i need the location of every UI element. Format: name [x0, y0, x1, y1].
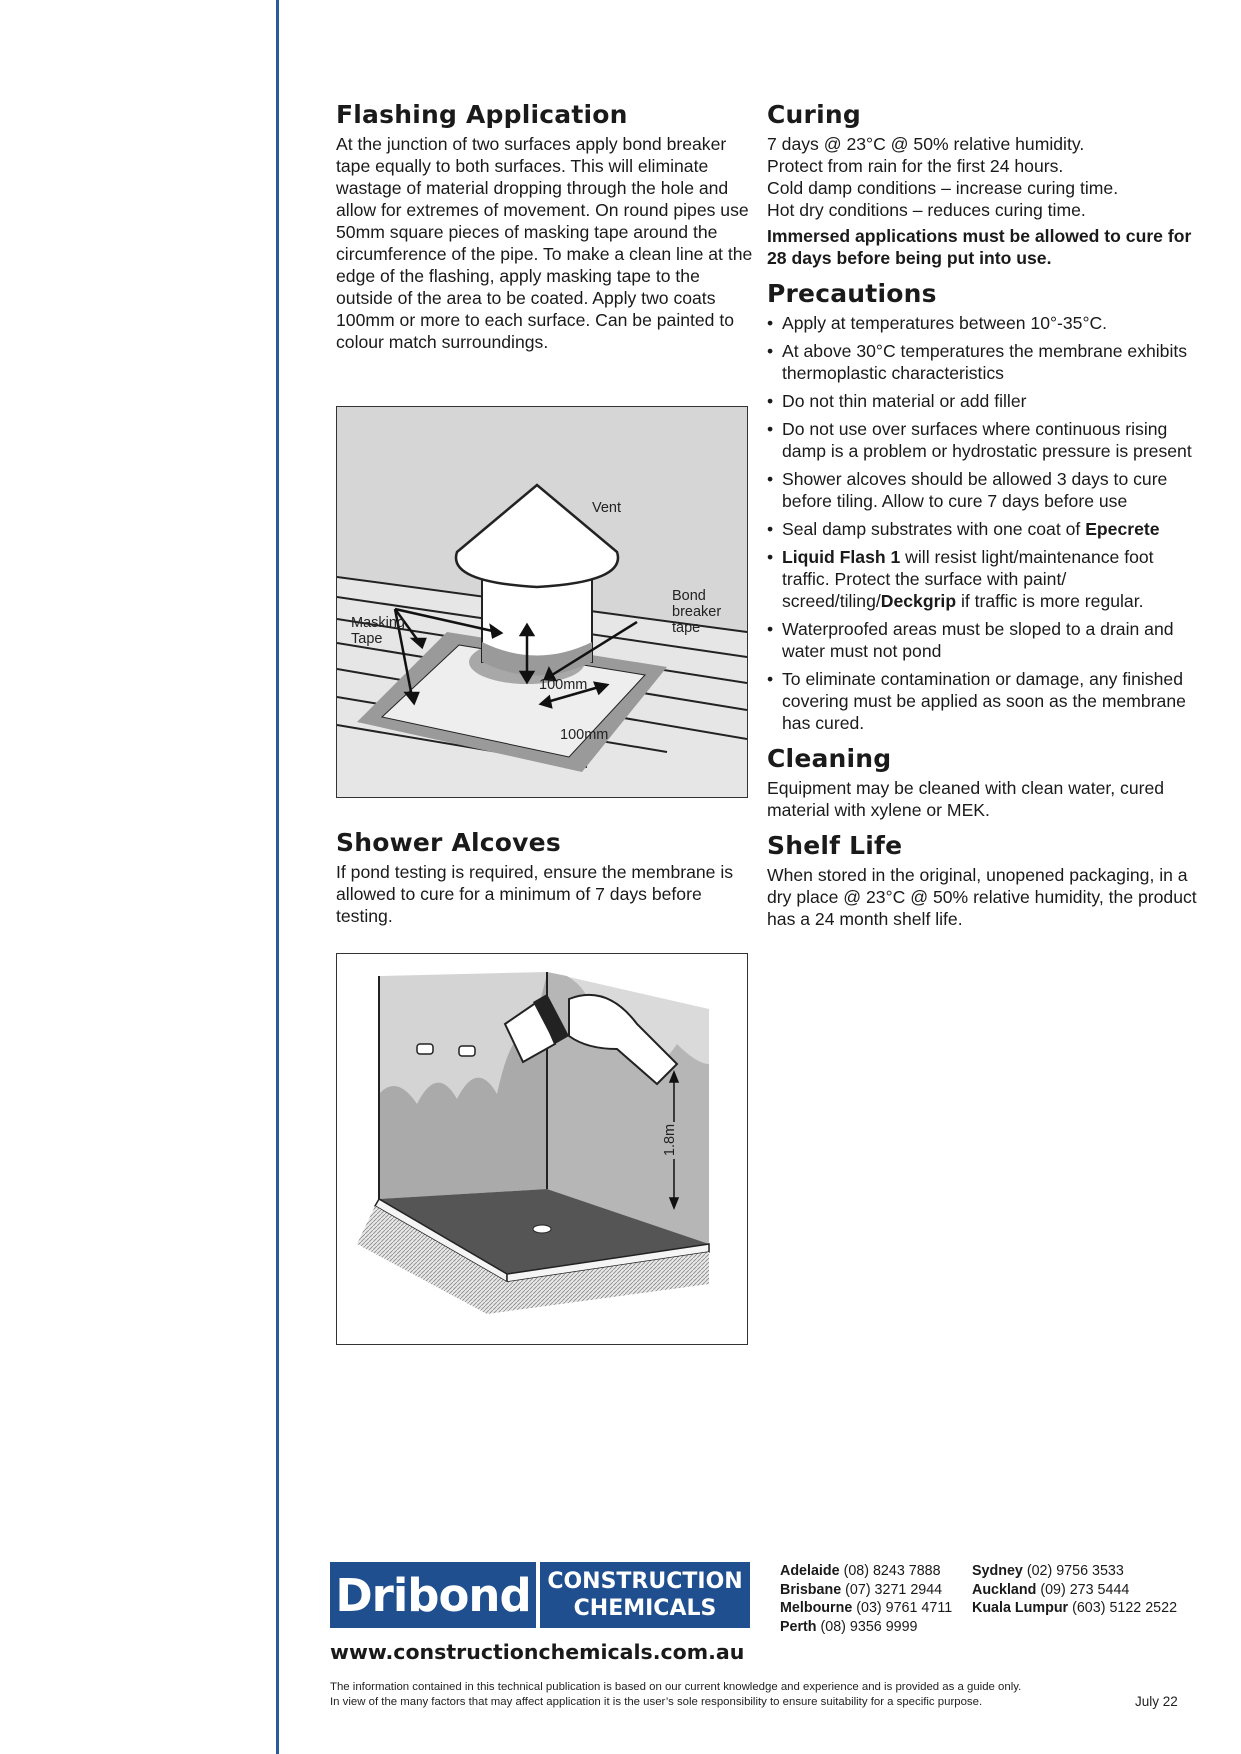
logo-subtitle — [540, 1562, 750, 1628]
office-city: Melbourne — [780, 1600, 853, 1616]
product-name: Epecrete — [1085, 519, 1160, 539]
offices-column-2 — [972, 1562, 1177, 1618]
dim-label-2: 100mm — [560, 727, 609, 743]
flashing-diagram — [336, 406, 748, 798]
logo-subtitle-line-1: CONSTRUCTION — [547, 1569, 743, 1594]
height-label: 1.8m — [662, 1123, 678, 1157]
flashing-title: Flashing Application — [336, 100, 628, 129]
disclaimer-line-1: The information contained in this technical publication is based on our current knowledge and experience and is provided as a guide only. — [330, 1681, 1022, 1693]
disclaimer-line-2: In view of the many factors that may affect application it is the user’s sole responsibility to ensure suitability for a specific purpose. — [330, 1696, 983, 1708]
disclaimer — [330, 1680, 1130, 1710]
cleaning-section — [767, 744, 1197, 821]
logo-subtitle-line-2: CHEMICALS — [573, 1596, 717, 1621]
masking-label-1: Masking — [351, 615, 405, 631]
flashing-body: At the junction of two surfaces apply bond breaker tape equally to both surfaces. This will eliminate wastage of material dropping through the hole and allow for extremes of movement. On round pipes use 50mm square pieces of masking tape around the circumference of the pipe. To make a clean line at the edge of the flashing, apply masking tape to the outside of the area to be coated. Apply two coats 100mm or more to each surface. Can be painted to colour match surroundings. — [336, 134, 753, 352]
right-column — [767, 100, 1197, 940]
office-entry — [780, 1562, 952, 1581]
shower-section — [336, 828, 756, 927]
publication-date: July 22 — [1135, 1694, 1178, 1709]
list-item: • Apply at temperatures between 10°-35°C. — [767, 312, 1197, 334]
curing-line-2: Protect from rain for the first 24 hours. — [767, 156, 1064, 176]
precautions-title: Precautions — [767, 279, 937, 308]
list-item-text: Seal damp substrates with one coat of — [782, 519, 1086, 539]
list-item-text: if traffic is more regular. — [956, 591, 1144, 611]
curing-line-3: Cold damp conditions – increase curing time. — [767, 178, 1119, 198]
office-phone: (02) 9756 3533 — [1022, 1563, 1124, 1579]
list-item — [767, 546, 1197, 612]
cleaning-body: Equipment may be cleaned with clean water, cured material with xylene or MEK. — [767, 778, 1165, 820]
shower-title: Shower Alcoves — [336, 828, 561, 857]
precautions-list — [767, 312, 1197, 734]
product-name: Deckgrip — [880, 591, 957, 611]
curing-section — [767, 100, 1197, 269]
office-entry — [972, 1581, 1177, 1600]
office-entry — [780, 1618, 952, 1637]
left-column — [336, 100, 756, 363]
office-city: Auckland — [972, 1581, 1037, 1598]
shower-diagram — [336, 953, 748, 1345]
dim-label-1: 100mm — [539, 677, 588, 693]
curing-warning: Immersed applications must be allowed to cure for 28 days before being put into use. — [767, 226, 1192, 268]
list-item: • At above 30°C temperatures the membrane exhibits thermoplastic characteristics — [767, 340, 1197, 384]
shelf-life-section — [767, 831, 1197, 930]
list-item: • Shower alcoves should be allowed 3 days to cure before tiling. Allow to cure 7 days before use — [767, 468, 1197, 512]
office-phone: (603) 5122 2522 — [1068, 1600, 1178, 1616]
office-entry — [780, 1581, 952, 1600]
list-item — [767, 518, 1197, 540]
office-phone: (07) 3271 2944 — [841, 1581, 943, 1598]
office-city: Kuala Lumpur — [972, 1600, 1069, 1616]
office-city: Sydney — [972, 1563, 1023, 1579]
office-phone: (09) 273 5444 — [1036, 1581, 1130, 1598]
masking-label-2: Tape — [351, 631, 383, 647]
website-link[interactable]: www.constructionchemicals.com.au — [330, 1640, 745, 1664]
list-item: • To eliminate contamination or damage, any finished covering must be applied as soon as the membrane has cured. — [767, 668, 1197, 734]
precautions-section — [767, 279, 1197, 734]
office-phone: (08) 8243 7888 — [839, 1563, 941, 1579]
offices-column-1 — [780, 1562, 952, 1636]
bond-label-1: Bond — [672, 588, 706, 604]
office-phone: (03) 9761 4711 — [852, 1600, 953, 1616]
office-city: Perth — [780, 1618, 817, 1635]
office-entry — [972, 1599, 1177, 1618]
left-margin-rule — [276, 0, 279, 1754]
curing-title: Curing — [767, 100, 861, 129]
cleaning-title: Cleaning — [767, 744, 892, 773]
office-entry — [972, 1562, 1177, 1581]
list-item: • Do not use over surfaces where continuous rising damp is a problem or hydrostatic pressure is present — [767, 418, 1197, 462]
list-item: • Waterproofed areas must be sloped to a drain and water must not pond — [767, 618, 1197, 662]
flashing-section — [336, 100, 756, 353]
shelf-life-title: Shelf Life — [767, 831, 903, 860]
office-city: Brisbane — [780, 1581, 842, 1598]
product-name: Liquid Flash 1 — [782, 547, 901, 567]
bond-label-2: breaker — [672, 604, 722, 620]
curing-line-4: Hot dry conditions – reduces curing time. — [767, 200, 1086, 220]
curing-line-1: 7 days @ 23°C @ 50% relative humidity. — [767, 134, 1085, 154]
office-city: Adelaide — [780, 1563, 840, 1579]
office-entry — [780, 1599, 952, 1618]
shower-body: If pond testing is required, ensure the membrane is allowed to cure for a minimum of 7 days before testing. — [336, 862, 734, 926]
logo-wordmark: Dribond — [330, 1562, 536, 1628]
shelf-life-body: When stored in the original, unopened packaging, in a dry place @ 23°C @ 50% relative humidity, the product has a 24 month shelf life. — [767, 865, 1197, 929]
bond-label-3: tape — [672, 620, 701, 636]
office-phone: (08) 9356 9999 — [816, 1618, 918, 1635]
company-logo — [330, 1562, 750, 1628]
list-item: • Do not thin material or add filler — [767, 390, 1197, 412]
vent-label: Vent — [592, 500, 622, 516]
list-item-text: will resist light/maintenance foot traffic. Protect the surface with paint/ screed/tiling/ — [782, 547, 1154, 611]
